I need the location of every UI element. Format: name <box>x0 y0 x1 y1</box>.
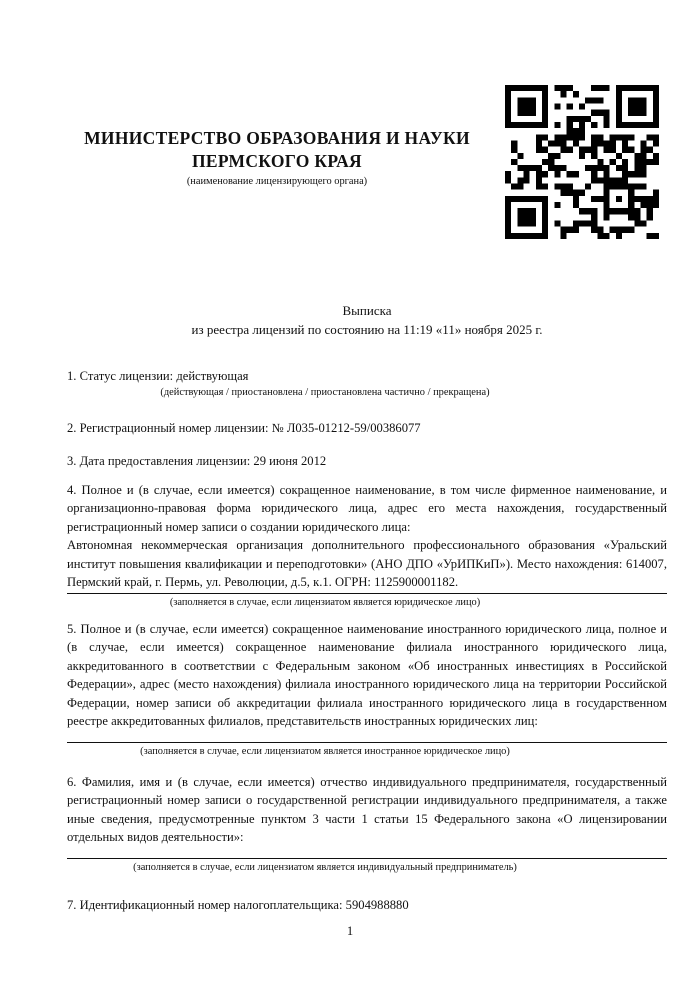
foreign-entity-caption: (заполняется в случае, если лицензиатом является иностранное юридическое лицо) <box>140 746 510 758</box>
qr-code-icon <box>505 85 659 239</box>
registration-number-text: 2. Регистрационный номер лицензии: № Л035-01212-59/00386077 <box>67 421 421 435</box>
ministry-name-line2: ПЕРМСКОГО КРАЯ <box>192 151 362 171</box>
ministry-caption: (наименование лицензирующего органа) <box>186 176 368 187</box>
license-date-text: 3. Дата предоставления лицензии: 29 июня 2012 <box>67 454 327 468</box>
page-number: 1 <box>346 924 354 938</box>
license-status-text: 1. Статус лицензии: действующая <box>67 369 249 383</box>
qr-code-svg <box>505 85 659 239</box>
section-registration-number <box>67 419 667 437</box>
section-taxpayer-number <box>67 896 667 914</box>
document-title-line2: из реестра лицензий по состоянию на 11:19 «11» ноября 2025 г. <box>191 322 543 337</box>
legal-entity-answer: Автономная некоммерческая организация дополнительного профессионального образования «Уральский институт повышения квалификации и переподготовки» (АНО ДПО «УрИПКиП»). Место нахождения: 614007, Пермский край, г. Пермь, ул. Революции, д.5, к.1. ОГРН: 1125900001182. <box>67 538 667 590</box>
document-title <box>67 301 667 339</box>
legal-entity-question: 4. Полное и (в случае, если имеется) сокращенное наименование, в том числе фирменное наименование, и организационно-правовая форма юридического лица, адрес его места нахождения, государственный регистрационный номер записи о создании юридического лица: <box>67 483 667 534</box>
fill-line-foreign-entity <box>67 742 667 743</box>
section-license-status <box>67 367 667 399</box>
section-individual-entrepreneur <box>67 773 667 874</box>
individual-entrepreneur-question: 6. Фамилия, имя и (в случае, если имеется) отчество индивидуального предпринимателя, государственный регистрационный номер записи о государственной регистрации индивидуального предпринимателя, а также иные сведения, предусмотренные пунктом 3 части 1 статьи 15 Федерального закона «О лицензировании отдельных видов деятельности»: <box>67 775 667 845</box>
section-legal-entity <box>67 481 667 609</box>
legal-entity-caption: (заполняется в случае, если лицензиатом является юридическое лицо) <box>169 597 481 609</box>
fill-line-individual-entrepreneur <box>67 858 667 859</box>
licensing-authority-header <box>67 127 487 187</box>
section-foreign-entity <box>67 620 667 758</box>
document-title-line1: Выписка <box>342 303 392 318</box>
foreign-entity-question: 5. Полное и (в случае, если имеется) сокращенное наименование иностранного юридического лица, полное и (в случае, если имеется) сокращенное наименование филиала иностранного юридического лица, аккредитованного в соответствии с Федеральным законом «Об иностранных инвестициях в Российской Федерации», адрес (место нахождения) филиала иностранного юридического лица на территории Российской Федерации, номер записи об аккредитации филиала иностранного юридического лица в государственном реестре аккредитованных филиалов, представительств иностранных юридических лиц: <box>67 622 667 729</box>
fill-line-legal-entity <box>67 593 667 594</box>
section-license-date <box>67 452 667 470</box>
taxpayer-number-text: 7. Идентификационный номер налогоплательщика: 5904988880 <box>67 898 409 912</box>
individual-entrepreneur-caption: (заполняется в случае, если лицензиатом является индивидуальный предприниматель) <box>133 861 517 873</box>
license-status-caption: (действующая / приостановлена / приостановлена частично / прекращена) <box>160 387 490 399</box>
ministry-name-line1: МИНИСТЕРСТВО ОБРАЗОВАНИЯ И НАУКИ <box>84 128 470 148</box>
